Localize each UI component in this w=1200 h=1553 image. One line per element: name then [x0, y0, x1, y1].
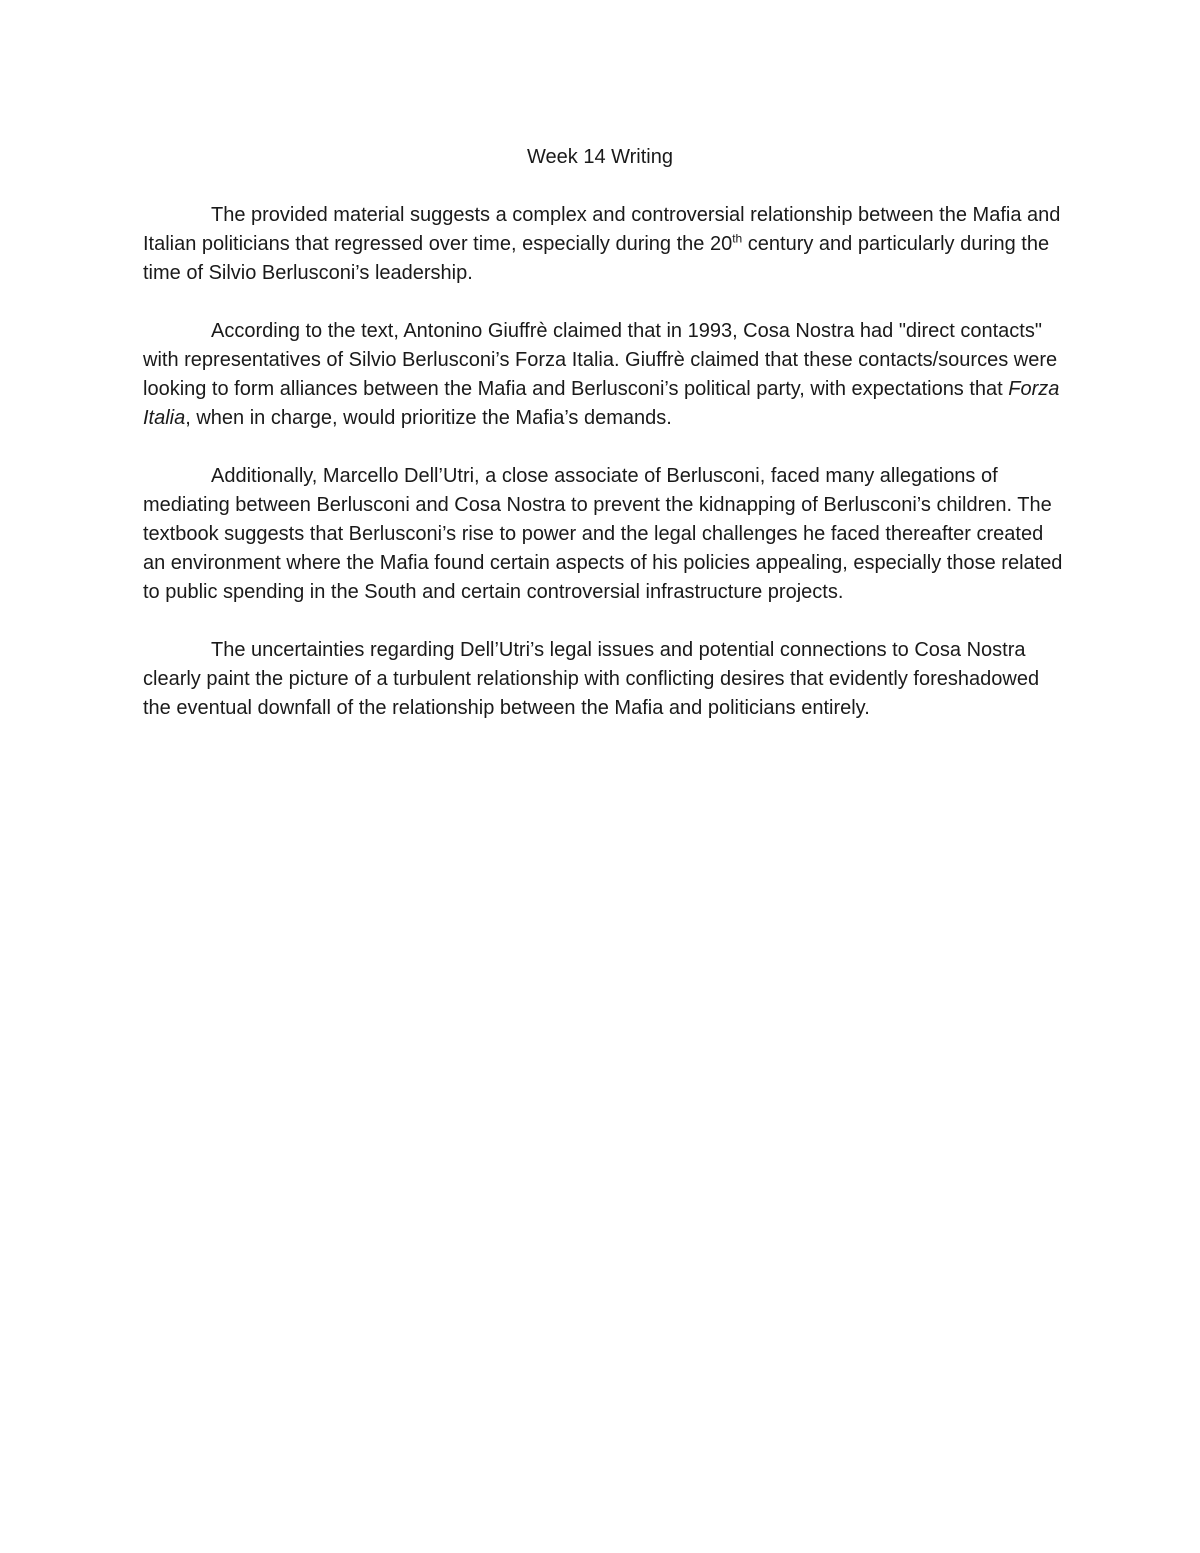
document-body — [143, 201, 1063, 752]
paragraph-1-text-b: century and particularly during the time of Silvio Berlusconi’s leadership. — [143, 233, 1050, 284]
paragraph-1-text-a: The provided material suggests a complex and controversial relationship between the Mafia and Italian politicians that regressed over time, especially during the 20 — [143, 204, 1061, 255]
italic-party-name: Forza Italia — [143, 378, 1060, 429]
paragraph-2-text-b: , when in charge, would prioritize the Mafia’s demands. — [185, 407, 672, 429]
paragraph-2 — [143, 317, 1063, 433]
paragraph-3: Additionally, Marcello Dell’Utri, a close associate of Berlusconi, faced many allegations of mediating between Berlusconi and Cosa Nostra to prevent the kidnapping of Berlusconi’s children. The textbook suggests that Berlusconi’s rise to power and the legal challenges he faced thereafter created an environment where the Mafia found certain aspects of his policies appealing, especially those related to public spending in the South and certain controversial infrastructure projects. — [143, 465, 1063, 603]
paragraph-1 — [143, 201, 1063, 288]
paragraph-2-text-a: According to the text, Antonino Giuffrè claimed that in 1993, Cosa Nostra had "direct contacts" with representatives of Silvio Berlusconi’s Forza Italia. Giuffrè claimed that these contacts/sources were looking to form alliances between the Mafia and Berlusconi’s political party, with expectations that — [143, 320, 1058, 400]
ordinal-suffix: th — [732, 231, 743, 246]
document-title: Week 14 Writing — [527, 146, 673, 168]
paragraph-4: The uncertainties regarding Dell’Utri’s legal issues and potential connections to Cosa Nostra clearly paint the picture of a turbulent relationship with conflicting desires that evidently foreshadowed the eventual downfall of the relationship between the Mafia and politicians entirely. — [143, 639, 1040, 719]
